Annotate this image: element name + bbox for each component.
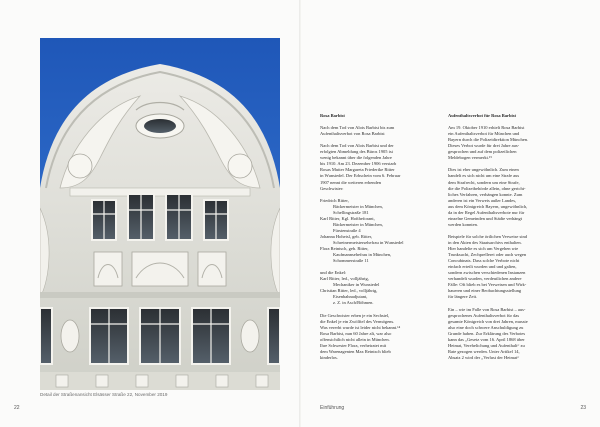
text-line: Was vererbt wurde ist leider nicht bekannt.¹⁴	[320, 324, 401, 330]
text-line: Nach dem Tod von Alois Barbist bis zum	[320, 125, 395, 131]
text-line: Fürstenstraße 4	[333, 227, 361, 233]
text-line: die die Polizeibehörde allein, ohne gericht-	[448, 185, 526, 191]
text-line: Dies ist eher ungewöhnlich. Zum einen	[448, 167, 519, 173]
text-line: bis 1910. Am 23. Dezember 1906 verstarb	[320, 161, 397, 167]
text-column-right	[448, 113, 558, 361]
text-line: liches Verfahren, verhängen konnte. Zum	[448, 191, 523, 197]
text-line: Grunde haben. Zur Erklärung des Verbotes	[448, 330, 526, 336]
running-head: Einführung	[320, 405, 345, 411]
text-line: Bäckermeister in München,	[333, 203, 383, 209]
text-line: einfach erteilt wurden und und galten,	[448, 264, 517, 270]
text-line: Schellingstraße 181	[333, 209, 369, 215]
text-line: Rosa Barbist, nun 60 Jahre alt, war also	[320, 330, 392, 336]
text-line: Absatz 2 wird der „Verlust der Heimat“	[448, 354, 520, 360]
text-line: die Enkel je ein Zwölftel des Vermögens.	[320, 318, 395, 324]
text-line: Nach dem Tod von Alois Barbist und der	[320, 143, 394, 149]
facade-photo	[40, 38, 280, 390]
text-line: Kaufmannsehefrau in München,	[333, 252, 392, 258]
text-line: erfolgten Abmeldung des Büros 1905 ist	[320, 149, 393, 155]
column-body	[320, 125, 430, 361]
text-line: Hier handelte es sich um Vergehen wie	[448, 246, 519, 252]
text-line: z. Z. in Asch/Böhmen.	[333, 300, 374, 306]
text-line: Schommerstraße 11	[333, 258, 369, 264]
text-line: einzelne Gemeinden und Städte verhängt	[448, 215, 522, 221]
text-line: Mechaniker in Wunsiedel	[333, 282, 380, 288]
text-line: Dieses Verbot wurde für drei Jahre aus-	[448, 143, 520, 149]
text-line: Beispiele für solche örtlichen Verweise sind	[448, 233, 528, 239]
text-line: wenig bekannt über die folgenden Jahre	[320, 155, 392, 161]
text-line: handelt es sich nicht um eine Strafe aus	[448, 173, 520, 179]
text-line: gesamte Königreich von drei Jahren, musste	[448, 318, 528, 324]
text-line: offensichtlich nicht allein in München.	[320, 336, 390, 342]
text-line: da in der Regel Aufenthaltsverbote nur für	[448, 209, 525, 215]
text-line: Geschwister:	[320, 185, 344, 191]
text-line: aus dem Königreich Bayern, ungewöhnlich,	[448, 203, 528, 209]
right-page-number: 23	[580, 405, 586, 411]
text-line: Rate gezogen werden. Unter Artikel 14,	[448, 348, 520, 354]
text-line: Ein – wie im Falle von Rosa Barbist – aus-	[448, 306, 526, 312]
text-line: Bäckermeister in München,	[333, 221, 383, 227]
text-line: haueren und einer Beobachtungsstellung	[448, 288, 522, 294]
text-column-left	[320, 113, 430, 361]
text-line: Christian Ritter, led., volljährig,	[320, 288, 378, 294]
text-line: werden konnten.	[448, 221, 478, 227]
text-line: Fälle: Oft blieb es bei Verweisen und Wirk-	[448, 282, 527, 288]
text-line: kinderlos.	[320, 354, 338, 360]
text-line: Karl Ritter, Kgl. Hoftheforant,	[320, 215, 375, 221]
section-heading: Rosa Barbist	[320, 113, 345, 118]
text-line: verhandelt wurden, verdeutlichen andere	[448, 276, 522, 282]
text-line: Ihre Schwester Flora, verheiratet mit	[320, 342, 387, 348]
text-line: in den Akten des Staatsarchivs enthalten.	[448, 239, 522, 245]
text-line: in Wunsiedel. Der Erbschein vom 6. Februar	[320, 173, 401, 179]
text-line: und die Enkel:	[320, 270, 347, 276]
text-line: dem Strafrecht, sondern um eine Strafe,	[448, 179, 520, 185]
text-line: Am 19. Oktober 1910 erhielt Rosa Barbist	[448, 125, 525, 131]
text-line: für längere Zeit.	[448, 294, 478, 300]
text-line: gesprochenes Aufenthaltsverbot für das	[448, 312, 520, 318]
text-line: Eisenbahnadjutant,	[333, 294, 368, 300]
text-line: Trunksucht, Zechprellerei oder auch wegen	[448, 252, 527, 258]
text-line: anderen ist ein Verweis außer Landes,	[448, 197, 517, 203]
text-line: Friedrich Ritter,	[320, 197, 349, 203]
text-line: Concubinats. Dass solche Verbote nicht	[448, 258, 520, 264]
text-line: Aufenthaltsverbot von Rosa Barbist	[320, 131, 385, 137]
text-line: dem Warenagenten Max Reintsch blieb	[320, 348, 391, 354]
text-line: also eine doch schwere Anschuldigung zu	[448, 324, 524, 330]
text-line: Schreinermeistersehefrau in Wunsiedel	[333, 239, 404, 245]
text-line: gesprochen und auf dem polizeilichen	[448, 149, 517, 155]
text-line: ein Aufenthaltsverbot für München und	[448, 131, 520, 137]
column-body	[448, 125, 558, 361]
photo-caption: Detail der Straßenansicht Elsässer Straße 22, November 2019	[40, 392, 168, 397]
text-line: Heimat, Verehelichung und Aufenthalt“ zu	[448, 342, 525, 348]
text-line: sondern zwischen verschiedenen Instanzen	[448, 270, 526, 276]
text-line: Johanna Hoheisl, geb. Ritter,	[320, 233, 373, 239]
text-line: Rosas Mutter Margareta Friederike Ritter	[320, 167, 395, 173]
art-nouveau-facade-image	[40, 38, 280, 390]
text-line: Karl Ritter, led., volljährig,	[320, 276, 369, 282]
text-line: Flora Reintsch, geb. Ritter,	[320, 246, 369, 252]
left-page-number: 22	[14, 405, 20, 411]
text-line: kann das „Gesetz vom 16. April 1868 über	[448, 336, 525, 342]
text-line: 1907 nennt die weiteren erbenden	[320, 179, 381, 185]
section-heading: Aufenthaltsverbot für Rosa Barbist	[448, 113, 517, 118]
text-line: Meldebogen vermerkt.¹⁵	[448, 155, 492, 161]
text-line: Die Geschwister erben je ein Sechstel,	[320, 312, 390, 318]
text-line: Bayern durch die Polizeidirektion München.	[448, 137, 529, 143]
